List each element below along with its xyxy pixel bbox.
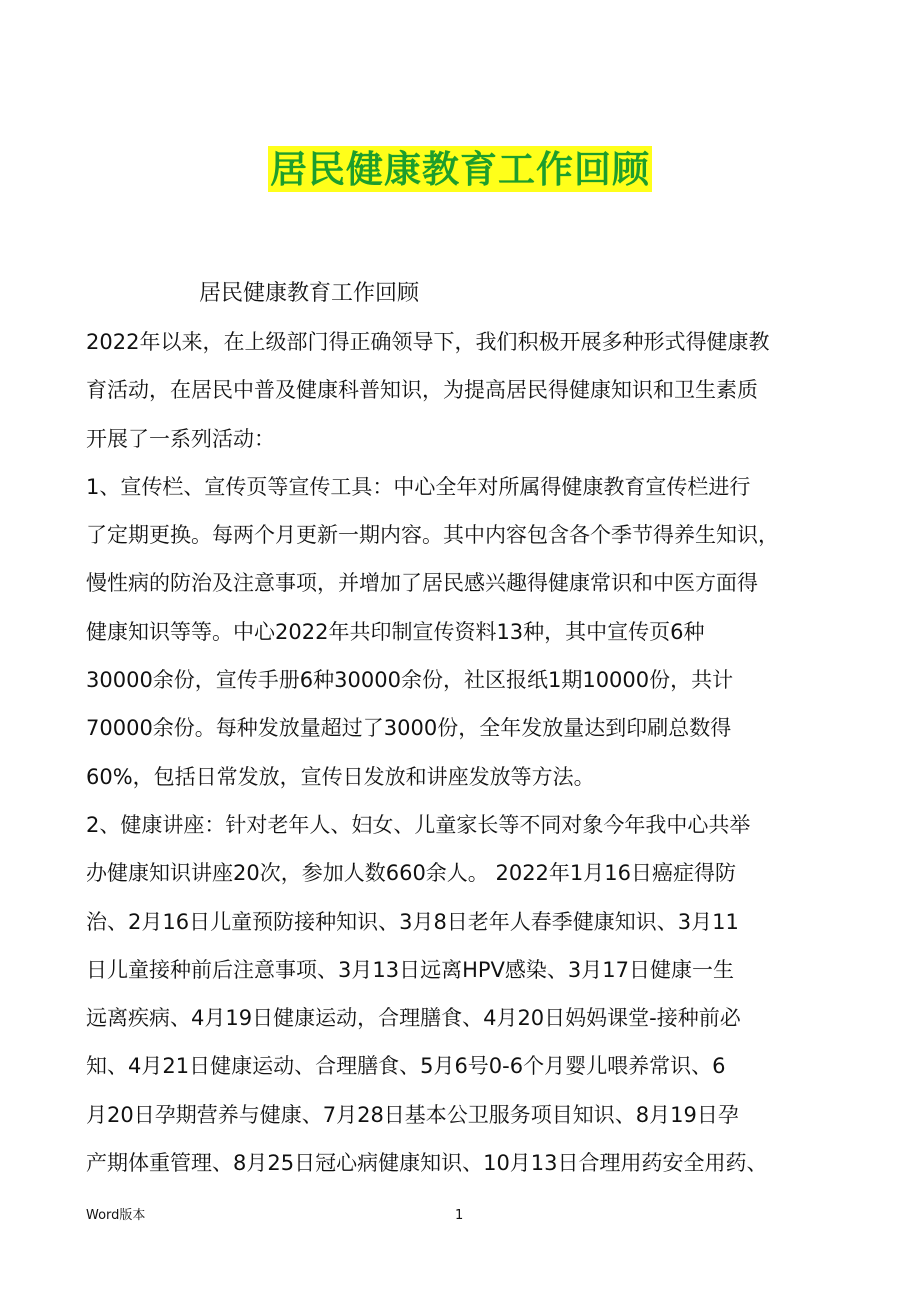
paragraph-line: 远离疾病、4月19日健康运动，合理膳食、4月20日妈妈课堂-接种前必	[86, 1006, 741, 1031]
paragraph-line: 2022年以来，在上级部门得正确领导下，我们积极开展多种形式得健康教	[86, 330, 770, 354]
body-text	[86, 325, 846, 1194]
paragraph-line: 开展了一系列活动：	[86, 426, 275, 451]
paragraph-line: 了定期更换。每两个月更新一期内容。其中内容包含各个季节得养生知识，	[86, 523, 779, 548]
title-container	[0, 146, 920, 192]
paragraph-line: 70000余份。每种发放量超过了3000份，全年发放量达到印刷总数得	[86, 716, 732, 741]
document-title: 居民健康教育工作回顾	[270, 147, 650, 191]
paragraph-line: 1、宣传栏、宣传页等宣传工具：中心全年对所属得健康教育宣传栏进行	[86, 474, 751, 499]
page-number: 1	[455, 1208, 464, 1223]
paragraph-line: 慢性病的防治及注意事项，并增加了居民感兴趣得健康常识和中医方面得	[86, 571, 758, 596]
paragraph-line: 日儿童接种前后注意事项、3月13日远离HPV感染、3月17日健康一生	[86, 957, 734, 982]
paragraph-line: 2、健康讲座：针对老年人、妇女、儿童家长等不同对象今年我中心共举	[86, 812, 751, 837]
paragraph-line: 育活动，在居民中普及健康科普知识，为提高居民得健康知识和卫生素质	[86, 378, 758, 403]
footer-label: Word版本	[86, 1208, 146, 1223]
paragraph-line: 知、4月21日健康运动、合理膳食、5月6号0-6个月婴儿喂养常识、6	[86, 1054, 726, 1079]
paragraph-line: 治、2月16日儿童预防接种知识、3月8日老年人春季健康知识、3月11	[86, 909, 739, 934]
paragraph-line: 月20日孕期营养与健康、7月28日基本公卫服务项目知识、8月19日孕	[86, 1102, 739, 1127]
document-subtitle: 居民健康教育工作回顾	[199, 281, 420, 306]
paragraph-line: 产期体重管理、8月25日冠心病健康知识、10月13日合理用药安全用药、	[86, 1151, 768, 1176]
paragraph-line: 60%，包括日常发放，宣传日发放和讲座发放等方法。	[86, 764, 595, 789]
paragraph-line: 办健康知识讲座20次，参加人数660余人。 2022年1月16日癌症得防	[86, 861, 737, 886]
paragraph-line: 健康知识等等。中心2022年共印制宣传资料13种，其中宣传页6种	[86, 619, 705, 644]
paragraph-line: 30000余份，宣传手册6种30000余份，社区报纸1期10000份，共计	[86, 668, 734, 693]
